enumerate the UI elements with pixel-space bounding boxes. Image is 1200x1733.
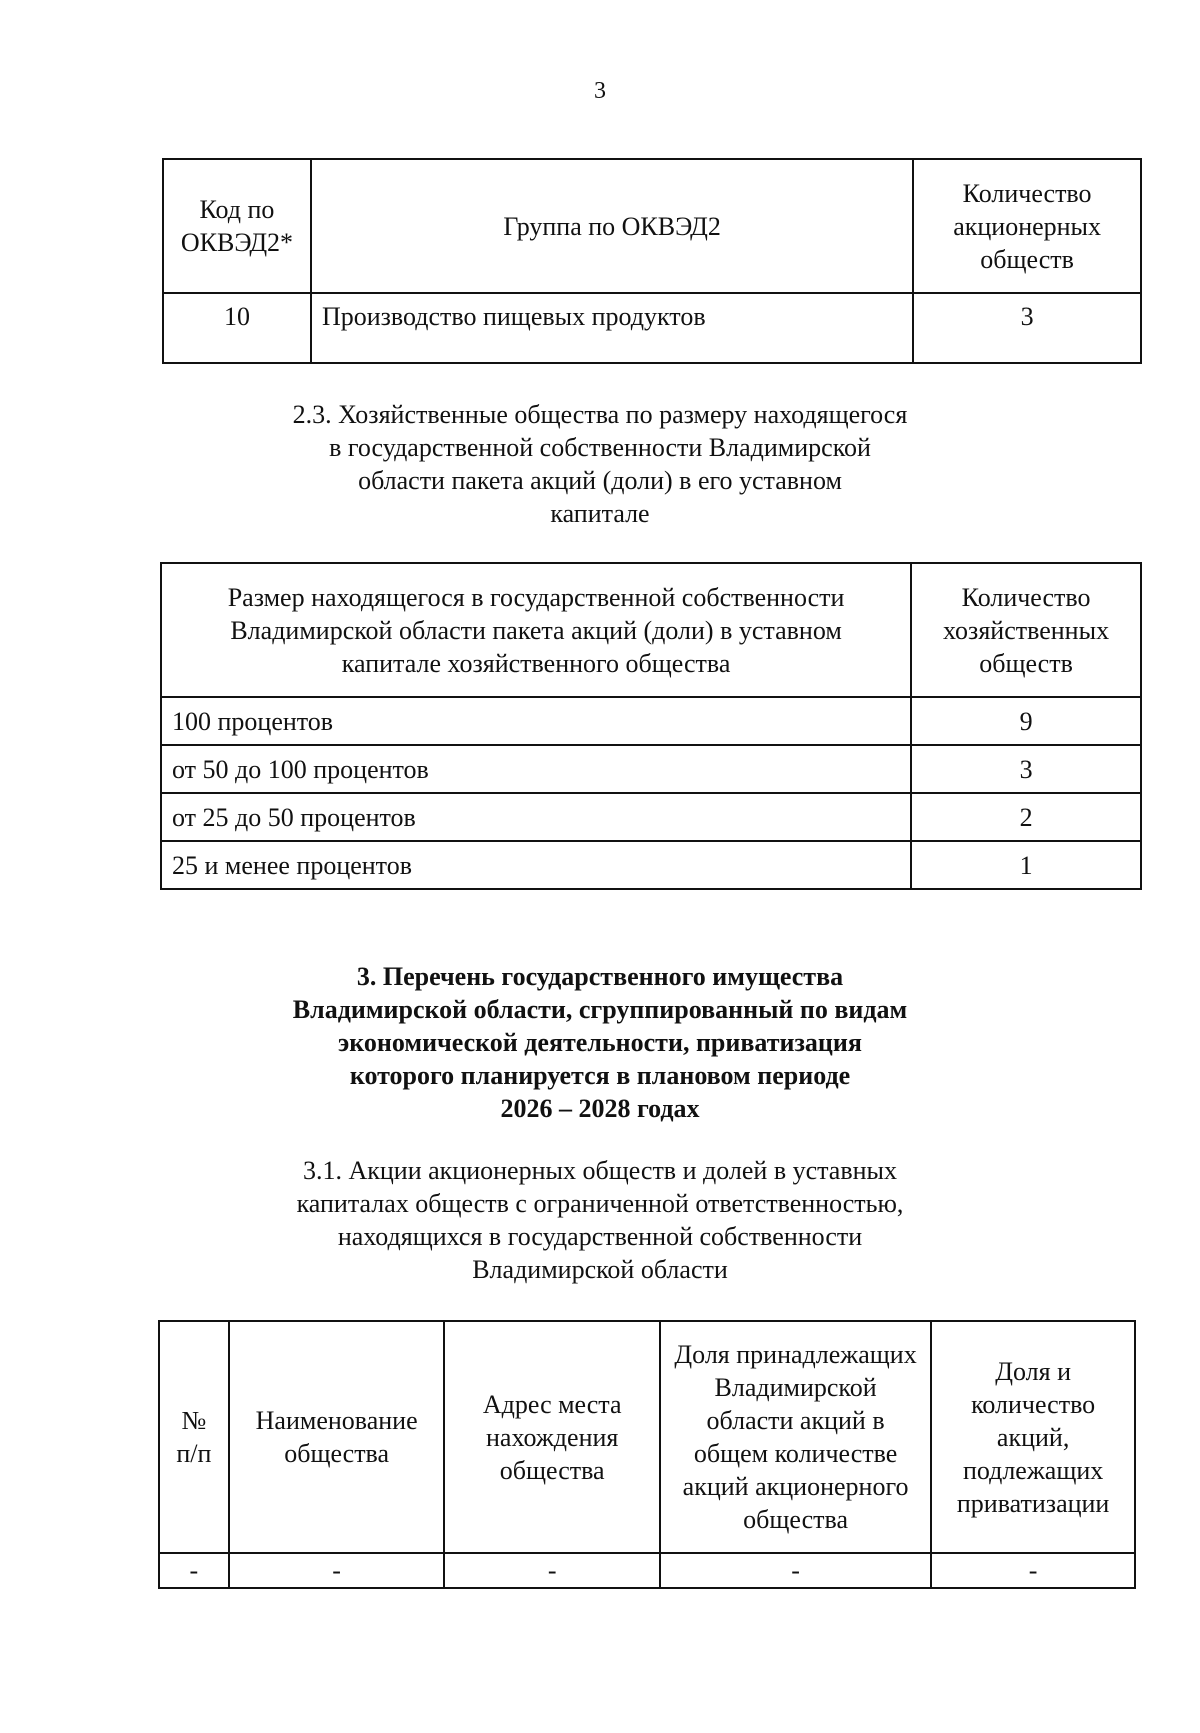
table-row: [161, 697, 1141, 745]
table-header-row: [161, 563, 1141, 697]
heading-line: находящихся в государственной собственности: [337, 1222, 863, 1251]
header-number: № п/п: [159, 1321, 229, 1553]
cell-share-size: от 50 до 100 процентов: [161, 745, 911, 793]
section-3-1-heading: [0, 1154, 1200, 1286]
header-okved-code: Код по ОКВЭД2*: [163, 159, 311, 293]
cell-number: -: [159, 1553, 229, 1588]
heading-line: 2.3. Хозяйственные общества по размеру находящегося: [292, 400, 908, 429]
cell-count: 9: [911, 697, 1141, 745]
heading-line: области пакета акций (доли) в его уставном: [358, 466, 842, 495]
heading-line: 3.1. Акции акционерных обществ и долей в уставных: [302, 1156, 898, 1185]
share-size-table: [160, 562, 1142, 890]
header-region-share: Доля принадлежащих Владимирской области акций в общем количестве акций акционерного общества: [660, 1321, 931, 1553]
cell-share-size: 100 процентов: [161, 697, 911, 745]
header-share-size: Размер находящегося в государственной собственности Владимирской области пакета акций (доли) в уставном капитале хозяйственного общества: [161, 563, 911, 697]
header-joint-stock-count: Количество акционерных обществ: [913, 159, 1141, 293]
cell-count: 3: [913, 293, 1141, 363]
table-row: [161, 745, 1141, 793]
cell-share-size: от 25 до 50 процентов: [161, 793, 911, 841]
okved-table: [162, 158, 1142, 364]
heading-line: 2026 – 2028 годах: [500, 1094, 700, 1123]
table-row: [161, 841, 1141, 889]
table-row: [161, 793, 1141, 841]
cell-region-share: -: [660, 1553, 931, 1588]
cell-company-name: -: [229, 1553, 445, 1588]
cell-count: 1: [911, 841, 1141, 889]
cell-okved-group: Производство пищевых продуктов: [311, 293, 913, 363]
heading-line: экономической деятельности, приватизация: [338, 1028, 862, 1057]
section-2-3-heading: [0, 398, 1200, 530]
header-privatization-share: Доля и количество акций, подлежащих приватизации: [931, 1321, 1135, 1553]
table-header-row: [159, 1321, 1135, 1553]
heading-line: в государственной собственности Владимирской: [329, 433, 871, 462]
header-address: Адрес места нахождения общества: [444, 1321, 659, 1553]
heading-line: капиталах обществ с ограниченной ответственностью,: [296, 1189, 904, 1218]
cell-count: 3: [911, 745, 1141, 793]
header-company-name: Наименование общества: [229, 1321, 445, 1553]
table-row: [159, 1553, 1135, 1588]
header-company-count: Количество хозяйственных обществ: [911, 563, 1141, 697]
page-number: 3: [594, 78, 606, 104]
heading-line: Владимирской области: [472, 1255, 728, 1284]
cell-share-size: 25 и менее процентов: [161, 841, 911, 889]
heading-line: 3. Перечень государственного имущества: [356, 962, 844, 991]
table-header-row: [163, 159, 1141, 293]
heading-line: капитале: [550, 499, 650, 528]
shares-privatization-table: [158, 1320, 1136, 1589]
cell-okved-code: 10: [163, 293, 311, 363]
section-3-heading: [0, 960, 1200, 1125]
cell-count: 2: [911, 793, 1141, 841]
cell-privatization-share: -: [931, 1553, 1135, 1588]
cell-address: -: [444, 1553, 659, 1588]
heading-line: Владимирской области, сгруппированный по видам: [292, 995, 908, 1024]
table-row: [163, 293, 1141, 363]
heading-line: которого планируется в плановом периоде: [349, 1061, 851, 1090]
header-okved-group: Группа по ОКВЭД2: [311, 159, 913, 293]
